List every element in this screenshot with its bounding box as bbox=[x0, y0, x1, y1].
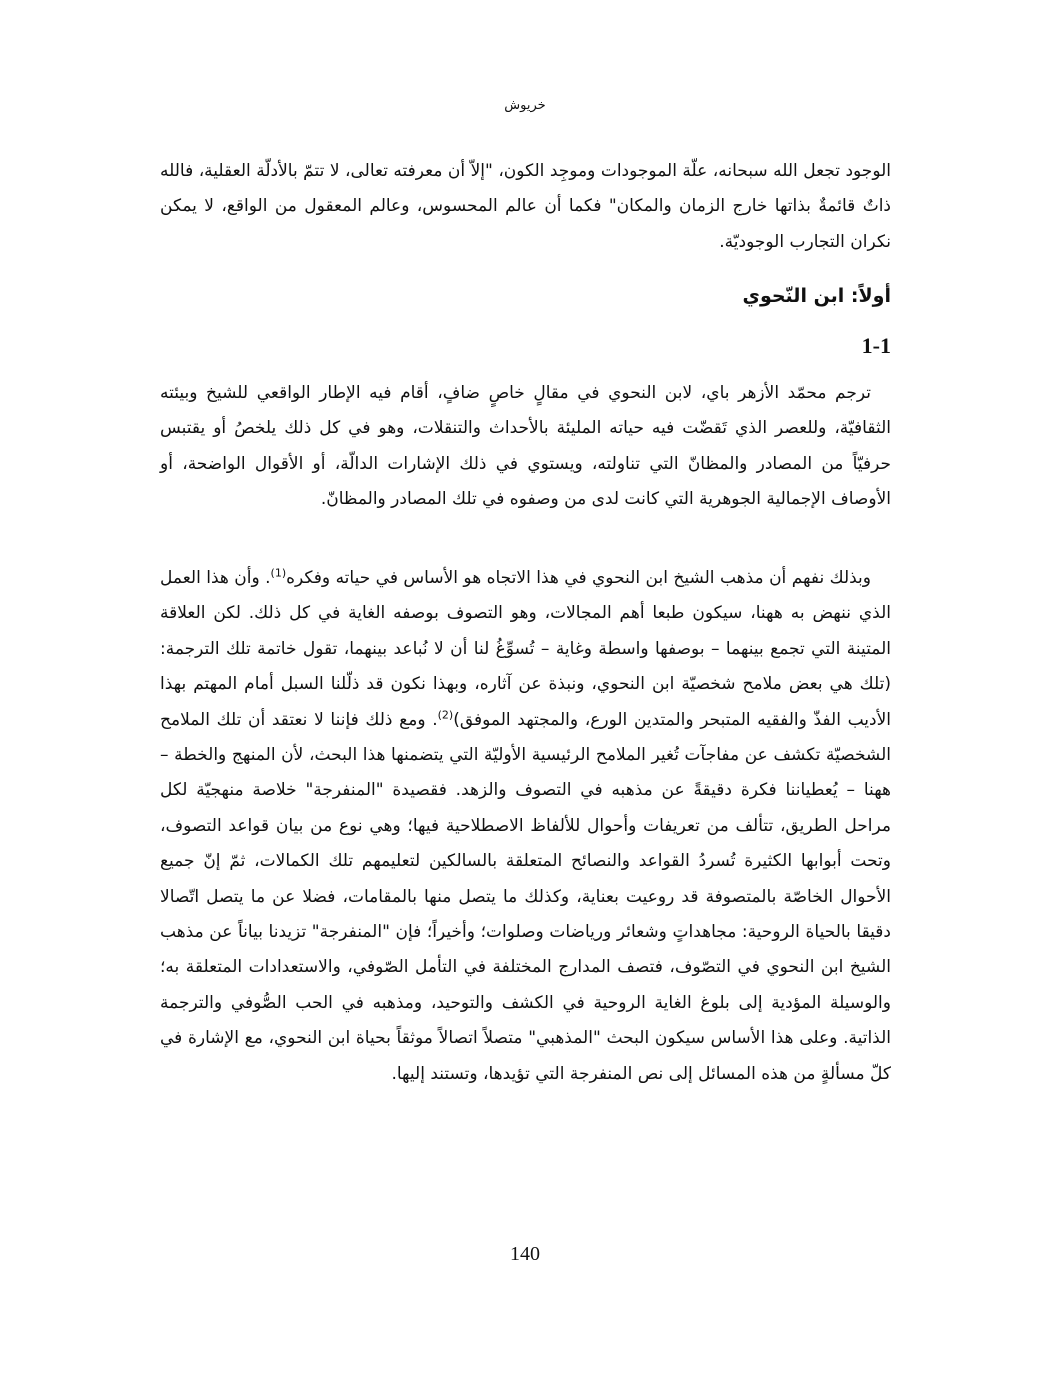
paragraph-2 bbox=[160, 561, 891, 1092]
section-heading: أولاً: ابن النّحوي bbox=[742, 285, 891, 307]
page-number: 140 bbox=[510, 1243, 540, 1265]
subsection-number: 1-1 bbox=[861, 333, 891, 358]
intro-text: الوجود تجعل الله سبحانه، علّة الموجودات وموجِد الكون، "إلاّ أن معرفته تعالى، لا تتمّ بالأدلّة العقلية، فالله ذاتٌ قائمةٌ بذاتها خارج الزمان والمكان" فكما أن عالم المحسوس، وعالم المعقول من الواقع، لا يمكن نكران التجارب الوجوديّة. bbox=[160, 161, 891, 252]
paragraph-2-text bbox=[160, 561, 891, 1092]
paragraph-2-part-1: وبذلك نفهم أن مذهب الشيخ ابن النحوي في هذا الاتجاه هو الأساس في حياته وفكره bbox=[286, 568, 871, 588]
running-header: خريوش bbox=[504, 98, 546, 113]
paragraph-1 bbox=[160, 376, 891, 518]
paragraph-1-text: ترجم محمّد الأزهر باي، لابن النحوي في مقالٍ خاصٍ ضافٍ، أقام فيه الإطار الواقعي للشيخ وبيئته الثقافيّة، وللعصر الذي تَقضّت فيه حياته المليئة بالأحداث والتنقلات، وهو في كل ذلك يلخصُ أو يقتبس حرفيّاً من المصادر والمظانّ التي تناولته، ويستوي في ذلك الإشارات الدالّة، أو الأقوال الواضحة، أو الأوصاف الإجمالية الجوهرية التي كانت لدى من وصفوه في تلك المصادر والمظانّ. bbox=[160, 383, 891, 510]
footnote-ref-1: (1) bbox=[270, 566, 287, 580]
footnote-ref-2: (2) bbox=[437, 707, 454, 721]
paragraph-2-part-3: . ومع ذلك فإننا لا نعتقد أن تلك الملامح الشخصيّة تكشف عن مفاجآت تُغير الملامح الرئيسية الأوليّة التي يتضمنها هذا البحث، لأن المنهج والخطة – ههنا – يُعطياننا فكرة دقيقةً عن مذهبه في التصوف والزهد. فقصيدة "المنفرجة" خلاصة منهجيّة لكل مراحل الطريق، تتألف من تعريفات وأحوال للألفاظ الاصطلاحية فيها؛ وهي نوع من بيان قواعد التصوف، وتحت أبوابها الكثيرة تُسردُ القواعد والنصائح المتعلقة بالسالكين لتعليمهم تلك الكمالات، ثمّ إنّ جميع الأحوال الخاصّة بالمتصوفة قد روعيت بعناية، وكذلك ما يتصل منها بالمقامات، فضلا عن ما يتصل اتّصالا دقيقا بالحياة الروحية: مجاهداتٍ وشعائر ورياضات وصلوات؛ وأخيراً؛ فإن "المنفرجة" تزيدنا بياناً عن مذهب الشيخ ابن النحوي في التصّوف، فتصف المدارج المختلفة في التأمل الصّوفي، والاستعدادات المتعلقة به؛ والوسيلة المؤدية إلى بلوغ الغاية الروحية في الكشف والتوحيد، ومذهبه في الحب الصُّوفي والترجمة الذاتية. وعلى هذا الأساس سيكون البحث "المذهبي" متصلاً اتصالاً موثقاً بحياة ابن النحوي، مع الإشارة في كلّ مسألةٍ من هذه المسائل إلى نص المنفرجة التي تؤيدها، وتستند إليها. bbox=[160, 709, 891, 1084]
paragraph-2-part-2: . وأن هذا العمل الذي ننهض به ههنا، سيكون طبعا أهم المجالات، وهو التصوف بوصفه الغاية في كل ذلك. لكن العلاقة المتينة التي تجمع بينهما – بوصفها واسطة وغاية – تُسوِّغُ لنا أن لا نُباعد بينهما، تقول خاتمة تلك الترجمة: (تلك هي بعض ملامح شخصيّة ابن النحوي، ونبذة عن آثاره، وبهذا نكون قد ذلّلنا السبل أمام المهتم بهذا الأديب الفذّ والفقيه المتبحر والمتدين الورع، والمجتهد الموفق) bbox=[160, 568, 891, 730]
intro-paragraph bbox=[160, 154, 891, 260]
